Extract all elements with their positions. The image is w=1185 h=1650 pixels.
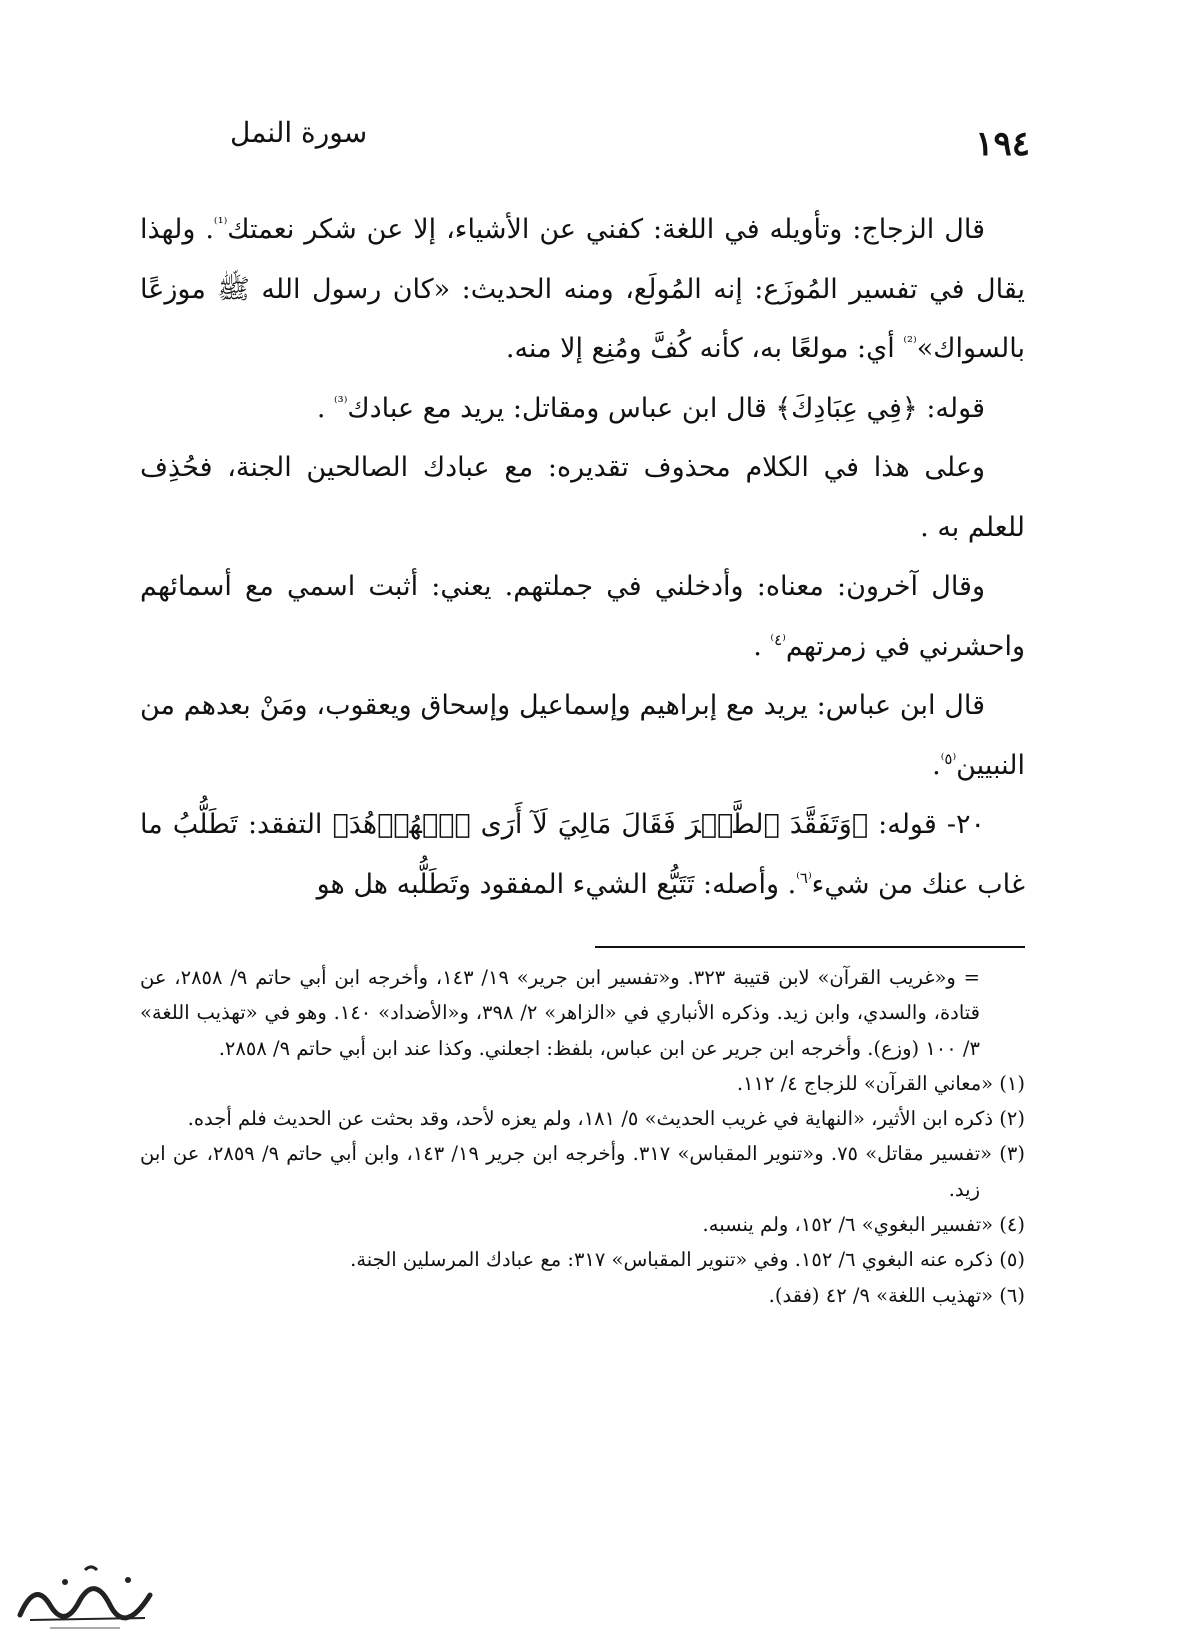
footnote-ref: ⁽٥⁾ (940, 749, 957, 768)
footnote-ref: ⁽²⁾ (903, 333, 917, 351)
footnotes (140, 960, 1025, 1313)
footnote-ref: ⁽¹⁾ (213, 214, 228, 232)
text-run: وعلى هذا في الكلام محذوف تقديره: مع عبادك الصالحين الجنة، فحُذِف للعلم به . (140, 452, 1025, 543)
text-run: . (932, 749, 941, 781)
footnote-ref: ⁽٦⁾ (796, 868, 812, 887)
text-run: قال الزجاج: وتأويله في اللغة: كفني عن الأشياء، إلا عن شكر نعمتك (227, 214, 985, 245)
footnote-item: (١) «معاني القرآن» للزجاج ٤/ ١١٢. (736, 1071, 1025, 1095)
paragraph (140, 795, 1025, 914)
text-run: . وأصله: تَتَبُّع الشيء المفقود وتَطَلُّبه هل هو (316, 868, 797, 900)
paragraph (140, 557, 1025, 676)
main-text (140, 200, 1025, 914)
footnote-item: (٦) «تهذيب اللغة» ٩/ ٤٢ (فقد). (768, 1283, 1025, 1307)
publisher-logo (10, 1560, 160, 1635)
page-number: ١٩٤ (975, 124, 1030, 164)
text-run: . (316, 392, 334, 424)
text-run: . ولهذا يقال في تفسير المُوزَع: إنه المُولَع، ومنه الحديث: «كان رسول الله ﷺ موزعًا بالسواك» (140, 214, 1025, 364)
footnote-item: (٤) «تفسير البغوي» ٦/ ١٥٢، ولم ينسبه. (702, 1213, 1025, 1237)
paragraph (140, 676, 1025, 795)
text-run: قال ابن عباس: يريد مع إبراهيم وإسماعيل وإسحاق ويعقوب، ومَنْ بعدهم من النبيين (140, 690, 1025, 781)
text-run: وقال آخرون: معناه: وأدخلني في جملتهم. يعني: أثبت اسمي مع أسمائهم واحشرني في زمرتهم (140, 571, 1025, 662)
footnote-ref: ⁽³⁾ (333, 392, 348, 411)
footnote-item: (٥) ذكره عنه البغوي ٦/ ١٥٢. وفي «تنوير المقباس» ٣١٧: مع عبادك المرسلين الجنة. (350, 1248, 1025, 1272)
footnote-continuation: = و«غريب القرآن» لابن قتيبة ٣٢٣. و«تفسير ابن جرير» ١٩/ ١٤٣، وأخرجه ابن أبي حاتم ٩/ ٢٨٥٨، عن قتادة، والسدي، وابن زيد. وذكره الأنباري في «الزاهر» ٢/ ٣٩٨، و«الأضداد» ١٤٠. وهو في «تهذيب اللغة» ٣/ ١٠٠ (وزع). وأخرجه ابن جرير عن ابن عباس، بلفظ: اجعلني. وكذا عند ابن أبي حاتم ٩/ ٢٨٥٨. (140, 966, 980, 1060)
footnote-ref: ⁽٤⁾ (770, 630, 786, 649)
surah-title: سورة النمل (230, 116, 368, 149)
text-run: ٢٠- قوله: ﴿وَتَفَقَّدَ ٱلطَّيۡرَ فَقَالَ مَالِيَ لَآ أَرَى ٱلۡهُدۡهُدَ﴾ التفقد: تَطَلُّبُ ما غاب عنك من شيء (140, 809, 1025, 900)
text-run: أي: مولعًا به، كأنه كُفَّ ومُنِع إلا منه. (505, 333, 904, 364)
paragraph (140, 438, 1025, 557)
footnote-item: (٣) «تفسير مقاتل» ٧٥. و«تنوير المقباس» ٣١٧. وأخرجه ابن جرير ١٩/ ١٤٣، وابن أبي حاتم ٩/ ٢٨٥٩، عن ابن زيد. (140, 1142, 1025, 1201)
footnote-separator (595, 946, 1025, 948)
paragraph (140, 379, 1025, 439)
page-header (150, 110, 1030, 170)
paragraph (140, 200, 1025, 379)
text-run: . (753, 630, 771, 662)
footnote-item: (٢) ذكره ابن الأثير، «النهاية في غريب الحديث» ٥/ ١٨١، ولم يعزه لأحد، وقد بحثت عن الحديث فلم أجده. (187, 1107, 1025, 1131)
text-run: قوله: ﴿فِي عِبَادِكَ﴾ قال ابن عباس ومقاتل: يريد مع عبادك (347, 392, 985, 424)
